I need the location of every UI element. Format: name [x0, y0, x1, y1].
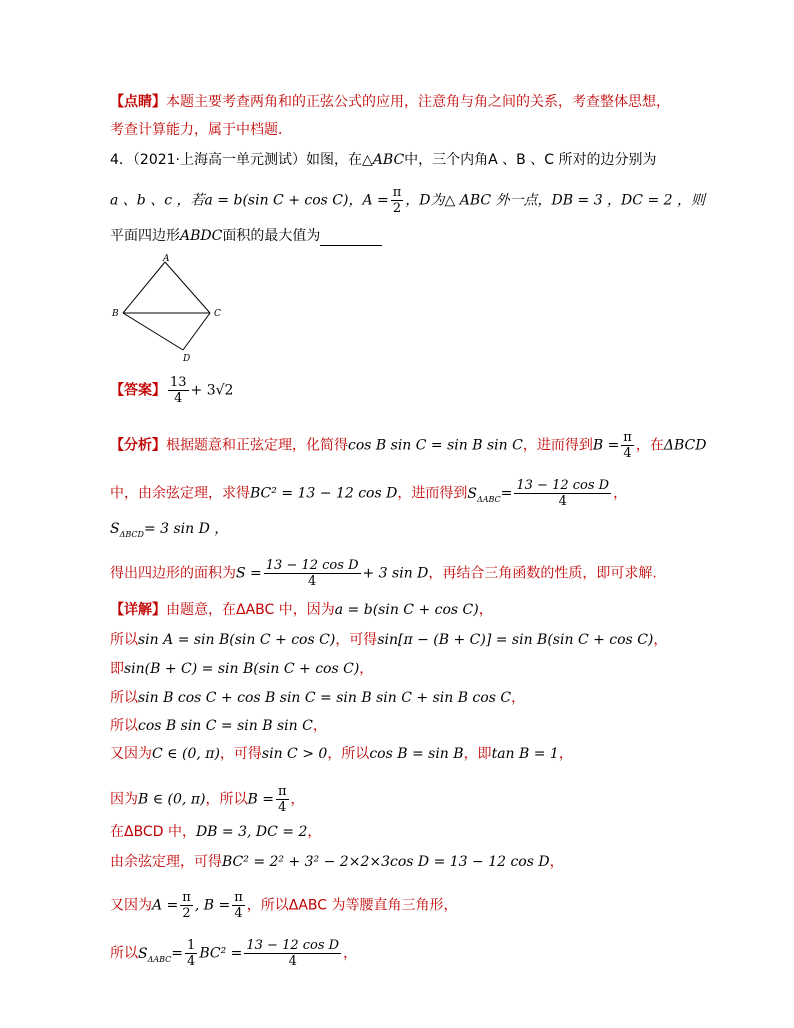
- label-d: D: [183, 354, 191, 364]
- problem-source: （2021·上海高一单元测试）如图，在△: [132, 152, 373, 168]
- detail-math: a = b(sin C + cos C): [334, 602, 479, 618]
- detail-text: 由题意，在ΔABC 中，因为: [166, 602, 335, 618]
- detail-text: ，可得: [219, 746, 262, 762]
- answer-rest: + 3√2: [190, 382, 234, 399]
- comment-line-1: [110, 92, 670, 112]
- detail-text: ，所以: [205, 791, 248, 808]
- problem-cond2: ，A =: [348, 192, 389, 209]
- detail-math: C ∈ (0, π): [152, 746, 220, 762]
- detail-text: ，即: [463, 746, 492, 762]
- pi-over-2: $\frac{\pi}{2}$: [182, 890, 191, 921]
- analysis-text: ，进而得到: [397, 485, 468, 502]
- problem-ask-2: 面积的最大值为: [222, 228, 321, 244]
- analysis-math: + 3 sin D: [362, 565, 429, 582]
- label-a: A: [163, 254, 170, 264]
- detail-text: ，: [343, 945, 358, 962]
- edge-ac: [165, 262, 210, 313]
- detail-text: 即: [110, 661, 124, 677]
- pi-over-4: $\frac{\pi}{4}$: [277, 784, 287, 815]
- detail-math: sin B cos C + cos B sin C = sin B sin C + sin B cos C: [138, 690, 512, 706]
- one-quarter: $\frac{1}{4}$: [187, 938, 196, 969]
- analysis-line-1: [110, 430, 706, 461]
- detail-text: ，: [290, 791, 305, 808]
- detail-line-9: [110, 852, 564, 872]
- problem-cond3: ，D为△ ABC 外一点，DB = 3 ，DC = 2 ，则: [405, 192, 705, 209]
- detail-text: ，: [549, 854, 564, 870]
- edge-bd: [123, 313, 183, 350]
- comment-text-2: 考查计算能力，属于中档题．: [110, 122, 292, 138]
- detail-math: sin[π − (B + C)] = sin B(sin C + cos C): [377, 632, 654, 648]
- s-abc: $S_{\Delta ABC}$: [138, 945, 172, 964]
- s-abc: $S_{\Delta ABC}$: [467, 485, 501, 504]
- detail-line-1: [110, 600, 493, 620]
- analysis-text: ，在: [635, 437, 664, 454]
- analysis-math: ΔBCD: [663, 437, 707, 454]
- analysis-line-3: [110, 519, 228, 545]
- detail-math: sin(B + C) = sin B(sin C + cos C): [124, 661, 360, 677]
- s-bcd: $S_{\Delta BCD}$: [110, 521, 144, 539]
- detail-text: 所以: [110, 632, 138, 648]
- detail-math: sin A = sin B(sin C + cos C): [138, 632, 336, 648]
- detail-text: 又因为: [110, 897, 152, 914]
- analysis-text: 得出四边形的面积为: [110, 565, 236, 582]
- detail-math: tan B = 1: [491, 746, 559, 762]
- detail-text: 所以: [110, 718, 138, 734]
- edge-ab: [123, 262, 165, 313]
- detail-text: ，所以ΔABC 为等腰直角三角形，: [246, 897, 458, 914]
- detail-text: ，: [359, 661, 374, 677]
- detail-text: ，: [653, 632, 668, 648]
- detail-math: B ∈ (0, π): [138, 791, 206, 808]
- analysis-tag: 【分析】: [110, 437, 166, 454]
- detail-line-2: [110, 630, 667, 650]
- edge-cd: [183, 313, 210, 350]
- analysis-text: ，: [613, 485, 628, 502]
- detail-math: DB = 3, DC = 2: [195, 824, 308, 840]
- problem-intro: 中，三个内角A 、B 、C 所对的边分别为: [404, 152, 657, 168]
- analysis-math: S =: [236, 565, 262, 582]
- detail-math: =: [171, 945, 184, 962]
- detail-text: ，: [312, 718, 327, 734]
- problem-line-3: [110, 226, 382, 246]
- analysis-math: BC² = 13 − 12 cos D: [250, 485, 398, 502]
- analysis-line-2: [110, 478, 627, 509]
- detail-text: ，: [558, 746, 573, 762]
- analysis-text: 根据题意和正弦定理，化简得: [166, 437, 348, 454]
- analysis-text: ，再结合三角函数的性质，即可求解.: [428, 565, 657, 582]
- detail-tag: 【详解】: [110, 602, 166, 618]
- comment-line-2: [110, 120, 292, 140]
- analysis-fraction-1: $\frac{\text{13 − 12 cos D}}{4}$: [516, 478, 610, 509]
- detail-text: 由余弦定理，可得: [110, 854, 222, 870]
- problem-number: 4．: [110, 152, 133, 168]
- analysis-text: 中，由余弦定理，求得: [110, 485, 250, 502]
- analysis-math: = 3 sin D ，: [143, 521, 229, 537]
- answer-blank: [320, 231, 382, 246]
- detail-line-6: [110, 744, 573, 764]
- detail-line-7: [110, 784, 305, 815]
- detail-line-4: [110, 688, 525, 708]
- pi-over-4: $\frac{\pi}{4}$: [623, 430, 632, 461]
- detail-math: BC² = 2² + 3² − 2×2×3cos D = 13 − 12 cos D: [222, 854, 550, 870]
- detail-line-11: [110, 938, 357, 969]
- problem-cond1: a = b(sin C + cos C): [204, 192, 349, 209]
- detail-text: ，: [511, 690, 526, 706]
- detail-math: A =: [152, 897, 179, 914]
- detail-math: , B =: [194, 897, 231, 914]
- detail-line-8: [110, 822, 321, 842]
- detail-math: B =: [247, 791, 274, 808]
- quadrilateral-figure: [110, 252, 235, 364]
- detail-text: 所以: [110, 945, 138, 962]
- pi-over-4: $\frac{\pi}{4}$: [234, 890, 243, 921]
- problem-line-1: [110, 150, 656, 170]
- detail-text: 因为: [110, 791, 138, 808]
- detail-text: ，所以: [327, 746, 370, 762]
- analysis-math: cos B sin C = sin B sin C: [348, 437, 523, 454]
- detail-math: BC² =: [199, 945, 243, 962]
- detail-math: cos B sin C = sin B sin C: [138, 718, 313, 734]
- quad-name: ABDC: [180, 228, 223, 244]
- problem-ask: 平面四边形: [110, 228, 180, 244]
- detail-math: cos B = sin B: [369, 746, 464, 762]
- analysis-math: B =: [592, 437, 620, 454]
- comment-text-1: 本题主要考查两角和的正弦公式的应用，注意角与角之间的关系，考查整体思想，: [166, 94, 670, 110]
- analysis-fraction-2: $\frac{\text{13 − 12 cos D}}{4}$: [265, 558, 359, 589]
- answer-tag: 【答案】: [110, 382, 166, 399]
- label-b: B: [112, 309, 119, 319]
- detail-text: 所以: [110, 690, 138, 706]
- detail-text: ，可得: [335, 632, 378, 648]
- detail-math: sin C > 0: [261, 746, 328, 762]
- pi-over-2: $\frac{\pi}{2}$: [392, 185, 402, 216]
- triangle-abc: ABC: [372, 152, 405, 168]
- detail-text: ，: [478, 602, 493, 618]
- analysis-text: ，进而得到: [522, 437, 593, 454]
- detail-line-10: [110, 890, 458, 921]
- detail-fraction: $\frac{\text{13 − 12 cos D}}{4}$: [246, 938, 340, 969]
- detail-text: 在ΔBCD 中，: [110, 824, 196, 840]
- answer-line: [110, 375, 233, 406]
- detail-line-5: [110, 716, 327, 736]
- label-c: C: [214, 309, 221, 319]
- problem-line-2: [110, 185, 705, 216]
- analysis-math: =: [500, 485, 513, 502]
- answer-fraction: $\frac{13}{4}$: [170, 375, 187, 406]
- detail-line-3: [110, 659, 373, 679]
- comment-tag: 【点睛】: [110, 94, 166, 110]
- detail-text: ，: [307, 824, 322, 840]
- analysis-line-4: [110, 558, 657, 589]
- detail-text: 又因为: [110, 746, 152, 762]
- problem-sides: a 、b 、c ，若: [110, 192, 205, 209]
